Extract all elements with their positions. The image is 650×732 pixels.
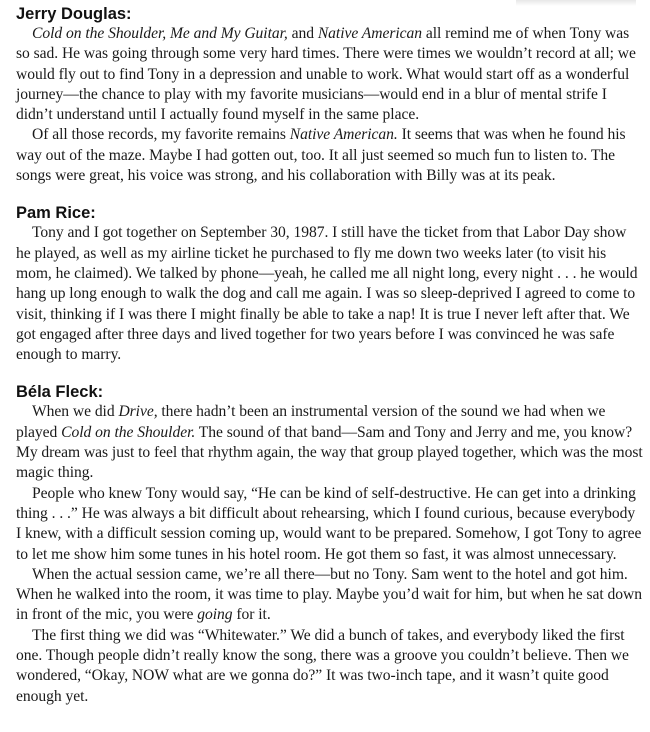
page-crop-edge bbox=[0, 726, 650, 732]
italic-text-run: going bbox=[197, 606, 233, 624]
text-run: Tony and I got together on September 30, 1987. I still have the ticket from that Labor Day show he played, as well as my airline ticket he purchased to fly me down two weeks later (to visit his mom, he claimed). We talked by phone—yeah, he called me all night long, every night . . . he would hang up long enough to walk the dog and call me again. I was so sleep-deprived I agreed to come to visit, thinking if I was there I might finally be able to take a nap! It is true I never left after that. We got engaged after three days and lived together for two years before I was convinced he was safe enough to marry. bbox=[16, 224, 638, 364]
text-run: for it. bbox=[232, 606, 271, 624]
speaker-name: Béla Fleck: bbox=[16, 383, 104, 402]
section-bela-fleck bbox=[16, 382, 644, 706]
book-page bbox=[16, 0, 644, 724]
italic-text-run: Cold on the Shoulder. bbox=[61, 423, 196, 441]
paragraph bbox=[16, 626, 644, 707]
paragraph bbox=[16, 125, 644, 186]
speaker-name: Pam Rice: bbox=[16, 204, 96, 223]
italic-text-run: Drive, bbox=[118, 403, 158, 421]
section-pam-rice bbox=[16, 203, 644, 365]
paragraph bbox=[16, 402, 644, 483]
section-jerry-douglas bbox=[16, 0, 644, 186]
text-run: Of all those records, my favorite remains bbox=[32, 126, 290, 144]
text-run: People who knew Tony would say, “He can be kind of self-destructive. He can get into a drinking thing . . .” He was always a bit difficult about rehearsing, which I found curious, because everybody I knew, with a difficult session coming up, would want to be prepared. Somehow, I got Tony to agree to let me show him some tunes in his hotel room. He got them so fast, it was almost unnecessary. bbox=[16, 484, 642, 563]
italic-text-run: Cold on the Shoulder, Me and My Guitar, bbox=[32, 25, 288, 42]
italic-text-run: Native American bbox=[317, 25, 423, 42]
text-run: It seems that was when he found his way out of the maze. Maybe I had gotten out, too. It all just seemed so much fun to listen to. The songs were great, his voice was strong, and his collaboration with Billy was at its peak. bbox=[16, 126, 626, 185]
paragraph bbox=[16, 565, 644, 626]
paragraph bbox=[16, 484, 644, 565]
speaker-name: Jerry Douglas: bbox=[16, 5, 132, 23]
text-run: The sound of that band—Sam and Tony and Jerry and me, you know? My dream was just to feel that rhythm again, the way that group played together, which was the most magic thing. bbox=[16, 423, 643, 482]
text-run: When the actual session came, we’re all there—but no Tony. Sam went to the hotel and got him. When he walked into the room, it was time to play. Maybe you’d wait for him, but when he sat down in front of the mic, you were bbox=[16, 565, 642, 624]
paragraph bbox=[16, 223, 644, 365]
text-run: there hadn’t been an instrumental version of the sound we had when we played bbox=[16, 403, 606, 441]
italic-text-run: Native American. bbox=[289, 126, 398, 144]
text-run: all remind me of when Tony was so sad. He was going through some very hard times. There were times we wouldn’t record at all; we would fly out to find Tony in a depression and unable to work. What would start off as a wonderful journey—the chance to play with my favorite musicians—would end in a blur of mental strife I didn’t understand until I actually found myself in the same place. bbox=[16, 25, 636, 124]
text-run: and bbox=[287, 25, 318, 42]
paragraph bbox=[16, 24, 644, 125]
text-run: When we did bbox=[32, 403, 119, 421]
text-run: The first thing we did was “Whitewater.” We did a bunch of takes, and everybody liked the first one. Though people didn’t really know the song, there was a groove you couldn’t believe. Then we wondered, “Okay, NOW what are we gonna do?” It was two-inch tape, and it wasn’t quite good enough yet. bbox=[16, 626, 629, 705]
